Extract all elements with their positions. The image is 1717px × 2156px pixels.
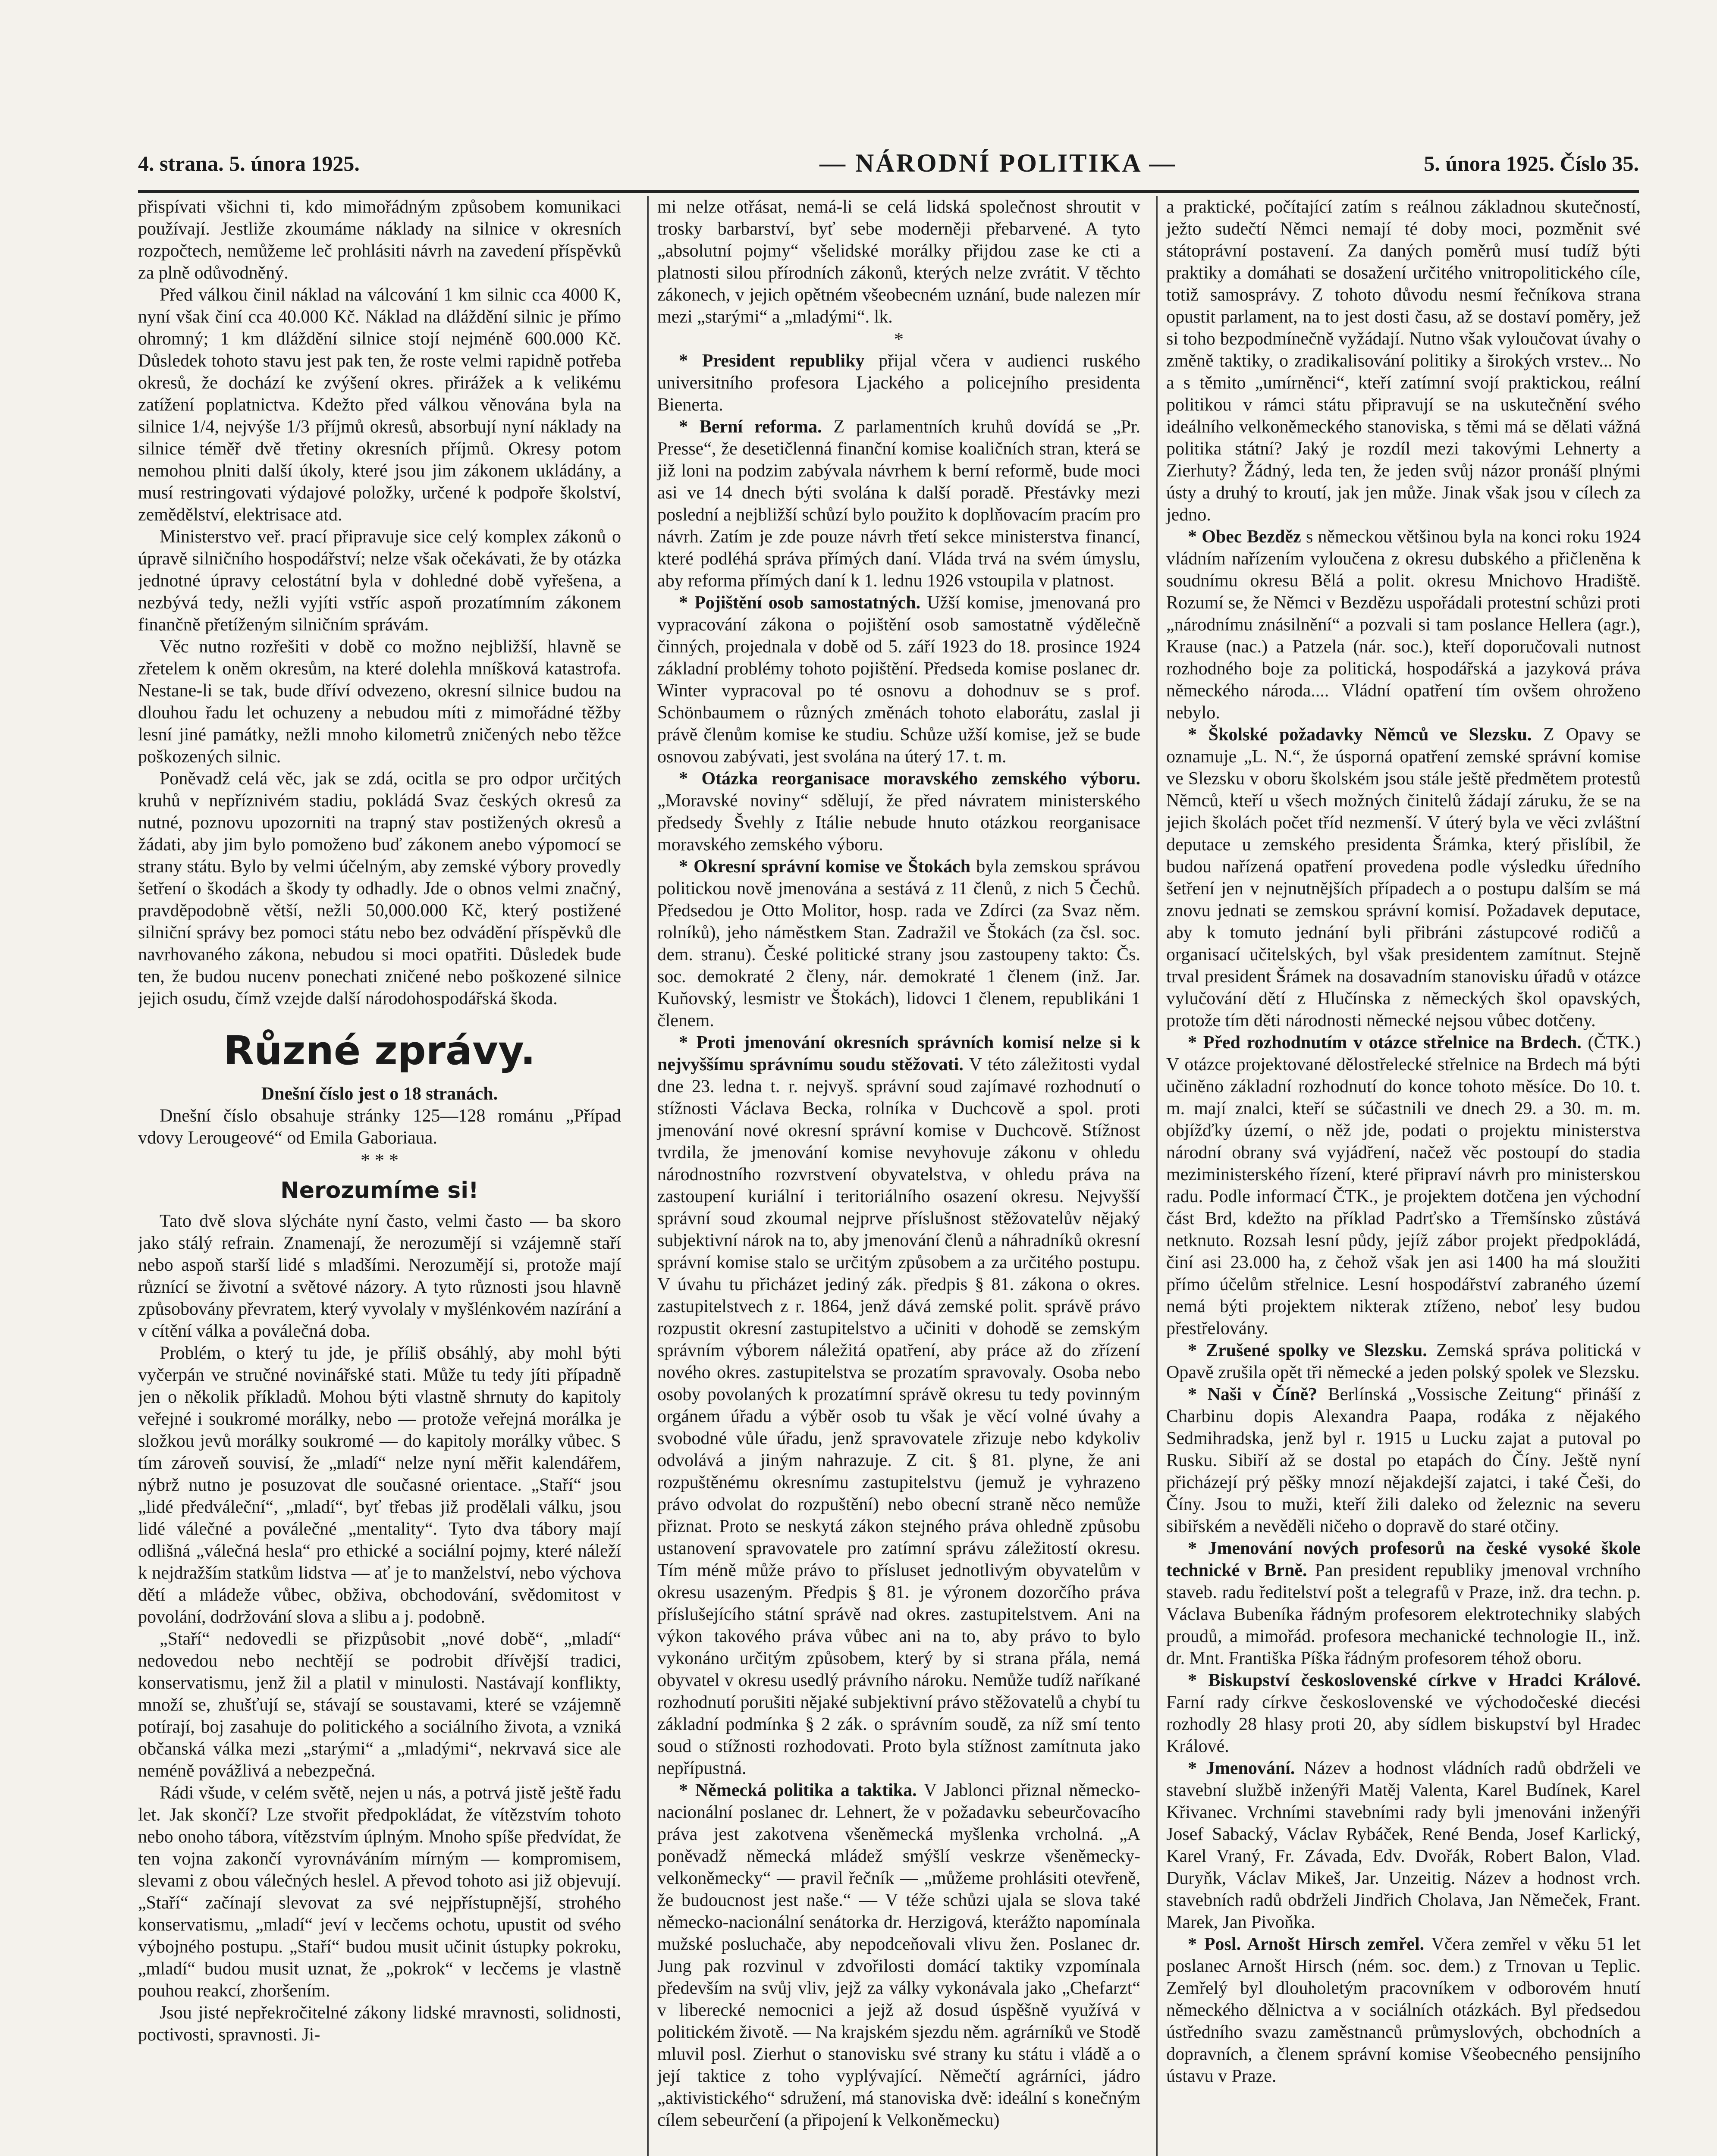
article-text: mi nelze otřásat, nemá-li se celá lidská společnost shroutit v trosky barbarství, byť sebe moderněji přebarvené. A tyto „absolutní pojmy“ všelidské morálky přijdou zase ke cti a platnosti silou přírodních zákonů, kterých nelze zvrátit. V těchto zákonech, v jejich opětném všeobecném uznání, bude nalezen mír mezi „starými“ a „mladými“. lk.: [657, 197, 1140, 327]
news-text: s německou většinou byla na konci roku 1924 vládním nařízením vyloučena z okresu dubského a přičleněna k soudnímu okresu Bělá a polit. okresu Mnichovo Hradiště. Rozumí se, že Němci v Bezdězu uspořádali protestní schůzi proti „národnímu znásilnění“ a pozvali si tam poslance Hellera (agr.), Krause (nac.) a Patzela (nár. soc.), kteří doporučovali nutnost rozhodného boje za politická, hospodářská a jazyková práva německého národa.... Vládní opatření tím ovšem ohroženo nebylo.: [1166, 527, 1641, 723]
news-item: [1166, 1934, 1641, 2087]
page-header: [138, 142, 1639, 193]
article-text: Ministerstvo veř. prací připravuje sice celý komplex zákonů o úpravě silničního hospodářství; nelze však očekávati, že by otázka jednotné úpravy celostátní byla v dohledné době vyřešena, a nezbývá tedy, nežli vyjíti vstříc aspoň prozatímním zákonem finančně přetíženým silničním správám.: [138, 527, 621, 635]
news-heading: * Proti jmenování okresních správních komisí nelze si k nejvyššímu správnímu soudu stěžovati.: [657, 1033, 1140, 1075]
article-text: Tato dvě slova slýcháte nyní často, velmi často — ba skoro jako stálý refrain. Znamenají, že nerozumějí si vzájemně staří nebo aspoň starší lidé s mladšími. Nerozumějí si, protože mají různící se životní a světové názory. A tyto různosti jsou hlavně způsobovány převratem, který vyvolaly v myšlénkovém nazírání a v cítění válka a poválečná doba.: [138, 1211, 621, 1341]
news-heading: * Obec Bezděz: [1188, 527, 1301, 547]
article-text: Rádi všude, v celém světě, nejen u nás, a potrvá jistě ještě řadu let. Jak skončí? Lze stvořit předpokládat, že vítězstvím tohoto nebo onoho tábora, vítězstvím úplným. Mnoho spíše předvídat, že ten vojna zakončí vyrovnáváním mírným — kompromisem, slevami z obou válečných heslel. A převod tohoto asi již objevují. „Staří“ začínají slevovat za své nejpřístupnější, strohého konservatismu, „mladí“ jeví v lecčems ochotu, upustit od svého výbojného postupu. „Staří“ budou musit učinit ústupky pokroku, „mladí“ budou musit uznat, že „pokrok“ v lecčems je vlastně pouhou reakcí, zhoršením.: [138, 1783, 621, 2001]
news-item: [1166, 526, 1641, 724]
column-1: [138, 196, 621, 2156]
news-item: [1166, 1538, 1641, 1670]
news-heading: * Berní reforma.: [679, 417, 822, 437]
news-heading: * Jmenování nových profesorů na české vysoké škole technické v Brně.: [1166, 1539, 1641, 1580]
news-text: byla zemskou správou politickou nově jmenována a sestává z 11 členů, z nich 5 Čechů. Předsedou je Otto Molitor, hosp. rada ve Zdírci (za Svaz něm. rolníků), jeho náměstkem Stan. Zadražil ve Štokách (za čsl. soc. dem. stranu). České politické strany jsou zastoupeny takto: Čs. soc. demokraté 2 členy, nár. demokraté 1 členem (inž. Jar. Kuňovský, lesmistr ve Štokách), lidovci 1 členem, republikáni 1 členem.: [657, 857, 1140, 1031]
article-text: Problém, o který tu jde, je příliš obsáhlý, aby mohl býti vyčerpán ve stručné novinářské stati. Může tu tedy jíti případně jen o několik příkladů. Mohou býti vlastně shrnuty do kapitoly veřejné i soukromé morálky, nebo — protože veřejná morálka je složkou jevů morálky soukromé — do kapitoly morálky vůbec. S tím zároveň souvisí, že „mladí“ nelze nyní měřit kalendářem, nýbrž nutno je posuzovat dle současné orientace. „Staří“ jsou „lidé předváleční“, „mladí“, byť třebas již prodělali válku, jsou lidé válečné a poválečné „mentality“. Tyto dva tábory mají odlišná „válečná hesla“ pro ethické a sociální pojmy, které náleží k nejdražším statkům lidstva — ať je to manželství, nebo výchova dětí a mládeže vůbec, obživa, obchodování, svědomitost v povolání, dodržování slova a slibu a j. podobně.: [138, 1343, 621, 1627]
news-item: [1166, 1384, 1641, 1538]
news-heading: * Německá politika a taktika.: [679, 1780, 917, 1800]
news-heading: * Okresní správní komise ve Štokách: [679, 857, 971, 877]
article-text: Před válkou činil náklad na válcování 1 km silnic cca 4000 K, nyní však činí cca 40.000 Kč. Náklad na dláždění silnic je přímo ohromný; 1 km dláždění silnice stojí nejméně 600.000 Kč. Důsledek tohoto stavu jest pak ten, že roste velmi rapidně potřeba okresů, že dochází ke zvýšení okres. přirážek a k velikému zatížení poplatnictva. Kdežto před válkou věnována byla na silnice 1/4, nejvýše 1/3 příjmů okresů, absorbují nyní náklady na silnice téměř dvě třetiny okresních příjmů. Okresy potom nemohou plniti další úkoly, které jsou jim zákonem ukládány, a musí restringovati výdajové položky, určené k podpoře školství, zemědělství, elektrisace atd.: [138, 285, 621, 525]
newspaper-name: — NÁRODNÍ POLITIKA —: [819, 149, 1177, 177]
news-item: [657, 592, 1140, 768]
article-text: Věc nutno rozřešiti v době co možno nejbližší, hlavně se zřetelem k oněm okresům, na které dolehla mníšková katastrofa. Nestane-li se tak, bude dříví odvezeno, okresní silnice budou na dlouhou řadu let ochuzeny a nebudou míti z mimořádné těžby lesní jiné památky, nežli mnoho kilometrů zničených nebo těžce poškozených silnic.: [138, 637, 621, 767]
news-text: „Moravské noviny“ sdělují, že před návratem ministerského předsedy Švehly z Itálie nebude hnuto otázkou reorganisace moravského zemského výboru.: [657, 791, 1140, 855]
separator-star: *: [894, 329, 904, 350]
notice-heading: Dnešní číslo jest o 18 stranách.: [261, 1084, 498, 1104]
news-heading: * Pojištění osob samostatných.: [679, 593, 921, 613]
news-item: [1166, 724, 1641, 1032]
news-text: Z Opavy se oznamuje „L. N.“, že úsporná opatření zemské správní komise ve Slezsku v oboru školském jsou stále ještě předmětem protestů Němců, kteří u všech možných činitelů žádají záruku, že se na jejich školách počet tříd nezmenší. V úterý byla ve věci zvláštní deputace u zemského presidenta Šrámka, který přislíbil, že budou nařízená opatření provedena podle výsledku úředního šetření jen v nejnutnějších případech a o postupu dalším se má znovu jednati se zemskou správní komisí. Požadavek deputace, aby k tomuto jednání byli přibráni zástupcové rodičů a organisací učitelských, byl však presidentem zamítnut. Stejně trval president Šrámek na dosavadním stanovisku úřadů v otázce vylučování dětí z Hlučínska z německých škol opavských, protože tím děti národnosti německé nejsou vůbec dotčeny.: [1166, 725, 1641, 1031]
news-item: [657, 1032, 1140, 1780]
news-item: [1166, 1758, 1641, 1934]
news-text: Pan president republiky jmenoval vrchního staveb. radu ředitelství pošt a telegrafů v Praze, inž. dra techn. p. Václava Bubeníka řádným profesorem elektrotechniky slabých proudů, a mimořád. profesora mechanické technologie II., inž. dr. Mnt. Františka Píška řádným profesorem téhož oboru.: [1166, 1561, 1641, 1668]
news-text: Farní rady církve československé ve východočeské diecési rozhodly 28 hlasy proti 20, aby sídlem biskupství byl Hradec Králové.: [1166, 1692, 1641, 1756]
news-text: Berlínská „Vossische Zeitung“ přináší z Charbinu dopis Alexandra Paapa, rodáka z nějakého Sedmihradska, jenž byl r. 1915 u Lucku zajat a putoval po Rusku. Sibiří až se dostal po etapách do Číny. Ještě nyní přicházejí prý pěšky mnozí nějakdejší zajatci, i také Češi, do Číny. Jsou to muži, kteří žili daleko od železnic na severu sibiřském a nevěděli ničeho o dopravě do staré otčiny.: [1166, 1385, 1641, 1536]
news-item: [657, 1780, 1140, 2131]
article-text: Poněvadž celá věc, jak se zdá, ocitla se pro odpor určitých kruhů v nepříznivém stadiu, pokládá Svaz českých okresů za nutné, poznovu upozorniti na trapný stav postižených okresů a žádati, aby jim bylo pomoženo buď zákonem anebo výpomocí se strany státu. Bylo by velmi účelným, aby zemské výbory provedly šetření o škodách a škody ty odhadly. Jde o obnos velmi značný, pravděpodobně větší, nežli 50,000.000 Kč, který postižené silniční správy bez pomoci státu nebo bez odvádění příspěvků dle navrhovaného zákona, nebudou si moci opatřiti. Důsledek bude ten, že budou nucenv ponechati zničené nebo poškozené silnice jejich osudu, čímž vzejde další národohospodářská škoda.: [138, 769, 621, 1009]
news-heading: * Naši v Číně?: [1188, 1385, 1318, 1404]
news-item: [657, 768, 1140, 856]
news-text: Název a hodnost vládních radů obdrželi ve stavební službě inženýři Matěj Valenta, Karel Budínek, Karel Křivanec. Vrchními stavebními rady byli jmenováni inženýři Josef Sabacký, Václav Rybáček, René Benda, Josef Karlický, Karel Vraný, Fr. Závada, Edv. Dvořák, Robert Balon, Vlad. Duryňk, Václav Mikeš, Jar. Unzeitig. Název a hodnost vrch. stavebních radů obdrželi Jindřich Cholava, Jan Němeček, Frant. Marek, Jan Pivoňka.: [1166, 1758, 1641, 1932]
section-title: Různé zprávy.: [223, 1028, 536, 1074]
news-text: Zemská správa politická v Opavě zrušila opět tři německé a jeden polský spolek ve Slezsku.: [1166, 1341, 1641, 1382]
news-item: [657, 350, 1140, 416]
news-heading: * Před rozhodnutím v otázce střelnice na Brdech.: [1188, 1033, 1582, 1053]
news-heading: * President republiky: [679, 351, 865, 371]
header-right: 5. února 1925. Číslo 35.: [1424, 151, 1639, 175]
news-heading: * Biskupství československé církve v Hradci Králové.: [1188, 1670, 1641, 1690]
news-item: [1166, 1670, 1641, 1758]
news-text: (ČTK.) V otázce projektované dělostřelecké střelnice na Brdech má býti učiněno základní rozhodnutí do konce tohoto měsíce. Do 10. t. m. mají znalci, kteří se súčastnili ve dnech 29. a 30. m. m. objížďky území, o něž jde, podati o projektu ministerstva národní obrany svá vyjádření, načež věc postoupí do stadia meziministerského řízení, které připraví návrh pro ministerskou radu. Podle informací ČTK., je projektem dotčena jen východní část Brd, kdežto na příklad Padrťsko a Třemšínsko zůstává netknuto. Rozsah lesní půdy, jejíž zábor projekt předpokládá, činí asi 23.000 ha, z čehož však jen asi 1400 ha má sloužiti přímo účelům střelnice. Lesní hospodářství zabraného území nemá býti projektem nikterak ztíženo, neboť lesy budou přestřelovány.: [1166, 1033, 1641, 1338]
header-left: 4. strana. 5. února 1925.: [138, 151, 360, 175]
article-text: Jsou jisté nepřekročitelné zákony lidské mravnosti, solidnosti, poctivosti, spravnosti. Ji-: [138, 2003, 621, 2045]
article-text: a praktické, počítající zatím s reálnou základnou skutečností, ježto sudečtí Němci nemají té doby moci, pozměnit své státoprávní postavení. Za daných poměrů musí tudíž býti praktiky a domáhati se dosažení určitého vnitropolitického cíle, totiž samosprávy. Z tohoto důvodu nesmí řečníkova strana opustit parlament, na to jest dosti času, až se dostaví poměry, jež si toho bezpodmínečně vyžádají. Nutno však vyloučovat úvahy o změně taktiky, o zradikalisování politiky a širokých vrstev... No a s těmito „umírněnci“, kteří zatímní svojí praktickou, reální politikou v rámci státu připravují se na uskutečnění svého ideálního velkoněmeckého stanoviska, s těmi má se dělati vážná politika státní? Jaký je rozdíl mezi takovými Lehnerty a Zierhuty? Žádný, leda ten, že jeden svůj názor pronáší plnými ústy a druhý to kroutí, jak jen může. Jinak však jsou v cílech za jedno.: [1166, 197, 1641, 525]
news-text: V Jablonci přiznal německo-nacionální poslanec dr. Lehnert, že v požadavku sebeurčovacího práva jest zakotvena všeněmecká myšlenka vrcholná. „A poněvadž německá mládež smýšlí veskrze všeněmecky-velkoněmecky“ — pravil řečník — „můžeme prohlásiti otevřeně, že budoucnost jest naše.“ — V téže schůzi ujala se slova také německo-nacionální senátorka dr. Herzigová, kterážto napomínala mužské posluchače, aby nepodceňovali vlivu žen. Poslanec dr. Jung pak rozvinul v zdvořilosti domácí taktiky vzpomínala především na svůj vliv, jejž za války vykonávala jako „Chefarzt“ v liberecké nemocnici a jejž až dosud úspěšně využívá v politickém životě. — Na krajském sjezdu něm. agrárníků ve Stodě mluvil posl. Zierhut o stanovisku své strany ku státu i vládě a o její taktice z toho vyplývající. Němečtí agrárníci, jádro „aktivistického“ sdružení, má stanoviska dvě: ideální s konečným cílem sebeurčení (a připojení k Velkoněmecku): [657, 1780, 1140, 2130]
article-text: přispívati všichni ti, kdo mimořádným způsobem komunikaci používají. Jestliže zkoumáme náklady na silnice v okresních rozpočtech, nemůžeme leč prohlásiti návrh na zavedení příspěvků za plně odůvodněný.: [138, 197, 621, 283]
news-heading: * Posl. Arnošt Hirsch zemřel.: [1188, 1934, 1425, 1954]
news-text: přijal včera v audienci ruského universitního profesora Ljackého a policejního presidenta Bienerta.: [657, 351, 1140, 415]
news-heading: * Zrušené spolky ve Slezsku.: [1188, 1341, 1427, 1360]
news-text: Z parlamentních kruhů dovídá se „Pr. Presse“, že desetičlenná finanční komise koaličních stran, která se již loni na podzim zabývala návrhem k berní reformě, bude moci asi ve 14 dnech býti svolána k další poradě. Přestávky mezi poslední a nejbližší schůzí bylo použito k doplňovacím pracím pro návrh. Zatím je zde pouze návrh třetí sekce ministerstva financí, které podléhá správa přímých daní. Vláda trvá na svém úmyslu, aby reforma přímých daní k 1. lednu 1926 vstoupila v platnost.: [657, 417, 1140, 591]
article-text: „Staří“ nedovedli se přizpůsobit „nové době“, „mladí“ nedovedou nebo nechtějí se podrobit dřívější tradici, konservatismu, jenž žil a platil v minulosti. Nastávají konflikty, množí se, zhušťují se, stávají se soustavami, které se vzájemně potírají, boj zasahuje do politického a sociálního života, a vzniká občanská válka mezi „starými“ a „mladými“, nekrvavá sice ale neméně povážlivá a nebezpečná.: [138, 1629, 621, 1781]
news-item: [1166, 1032, 1641, 1340]
article-heading: Nerozumíme si!: [280, 1178, 479, 1203]
column-3: [1156, 196, 1641, 2156]
news-heading: * Otázka reorganisace moravského zemského výboru.: [679, 769, 1140, 789]
news-text: Užší komise, jmenovaná pro vypracování zákona o pojištění osob samostatně výdělečně činných, projednala v době od 5. září 1923 do 18. prosince 1924 základní problémy tohoto pojištění. Předseda komise poslanec dr. Winter vypracoval po té osnovu a dohodnuv se s prof. Schönbaumem o různých změnách tohoto elaborátu, zaslal ji právě členům komise ke studiu. Schůze užší komise, jež se bude osnovou zabývati, jest svolána na úterý 17. t. m.: [657, 593, 1140, 767]
news-heading: * Jmenování.: [1188, 1758, 1295, 1778]
news-item: [657, 416, 1140, 592]
news-item: [657, 856, 1140, 1032]
news-heading: * Školské požadavky Němců ve Slezsku.: [1188, 725, 1532, 745]
news-text: V této záležitosti vydal dne 23. ledna t. r. nejvyš. správní soud zajímavé rozhodnutí o stížnosti Václava Becka, rolníka v Duchcově a spol. proti jmenování nové okresní správní komise v Duchcově. Stížnost tvrdila, že jmenování komise nevyhovuje zákonu v ohledu národnostního rozvrstvení obyvatelstva, v ohledu práva na zastoupení kuriální i teritoriálního osazení okresu. Nejvyšší správní soud zkoumal nejprve příslušnost stěžovatelův nějaký subjektivní nárok na to, aby jmenování členů a náhradníků okresní správní komise stalo se určitým způsobem a za určitého postupu. V úvahu tu přicházet jediný zák. předpis § 81. zákona o okres. zastupitelstvech z r. 1864, jenž dává zemské polit. správě právo rozpustit okresní zastupitelstvo a učiniti v dohodě se zemským správním výborem náležitá opatření, aby práce až do zřízení nového okres. zastupitelstva se prozatím spravovaly. Osoba nebo osoby povolaných k prozatímní správě okresu tu tedy povinným orgánem úřadu a výběr osob tu však je věcí volné úvahy a svobodné vůle úřadu, jenž spravovatele zřizuje nebo kdykoliv odvolává a jiným nahrazuje. Z cit. § 81. plyne, že ani rozpuštěnému okresnímu zastupitelstvu (jemuž je vyhrazeno právo odvolat do rozpuštění) nebo obecní straně něco nemůže přiznat. Proto se neskytá zákon stejného práva ohledně způsobu ustanovení spravovatele pro zatímní správu záležitostí okresu. Tím méně může právo to přísluset jednotlivým obyvatelům v okresu usazeným. Předpis § 81. je výronem dozorčího práva příslušejícího státní správě nad okres. zastupitelstvem. Ani na výkon takového práva vůbec ani na to, aby právo to bylo vykonáno určitým způsobem, který by si strana přála, nemá obyvatel v okresu usedlý právního nároku. Nemůže tudíž naříkané rozhodnutí porušiti nějaké subjektivní právo stěžovatelů a chybí tu základní podmínka § 2 zák. o správním soudě, za níž smí tento soud o stížnosti rozhodovati. Proto byla stížnost zamítnuta jako nepřípustná.: [657, 1055, 1140, 1778]
news-text: Včera zemřel v věku 51 let poslanec Arnošt Hirsch (ném. soc. dem.) z Trnovan u Teplic. Zemřelý byl dlouholetým pracovníkem v odborovém hnutí německého dělnictva a v sociálních otázkách. Byl předsedou ústředního svazu zaměstnanců průmyslových, obchodních a dopravních, a členem správní komise Všeobecného pensijního ústavu v Praze.: [1166, 1934, 1641, 2086]
notice-text: Dnešní číslo obsahuje stránky 125—128 románu „Případ vdovy Lerougeové“ od Emila Gaboriaua.: [138, 1106, 621, 1148]
separator-stars: * * *: [361, 1150, 399, 1171]
column-2: [647, 196, 1140, 2156]
news-item: [1166, 1340, 1641, 1384]
